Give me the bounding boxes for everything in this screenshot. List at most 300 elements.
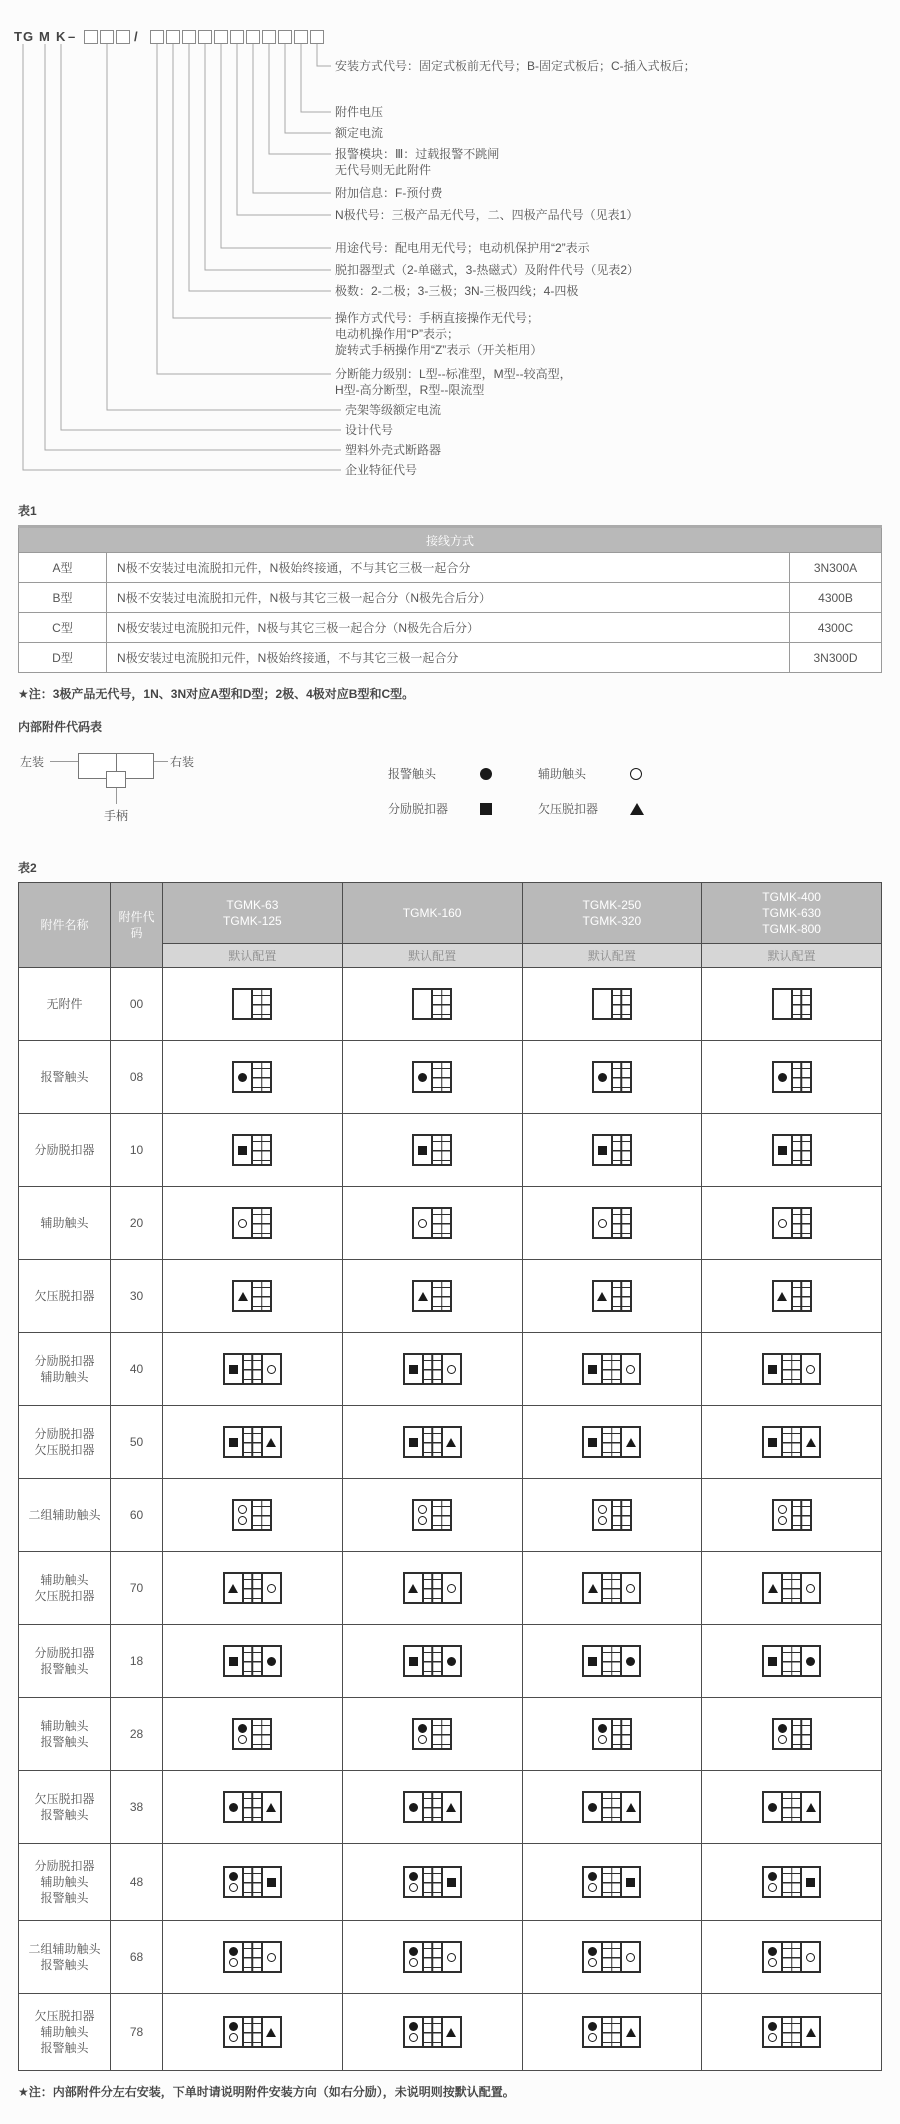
- table2-row: [19, 1187, 882, 1260]
- breaker-pole-grid: [433, 1063, 450, 1091]
- accessory-code-cell: 68: [111, 1921, 163, 1994]
- handle-pointer-line: [116, 788, 117, 804]
- config-cell: [163, 1333, 343, 1406]
- config-cell: [342, 1406, 522, 1479]
- breaker-pole-grid: [424, 1868, 441, 1896]
- left-install-slot: [225, 1943, 244, 1971]
- shunt-release-symbol: [229, 1365, 238, 1374]
- shunt-release-symbol: [418, 1146, 427, 1155]
- right-install-slot: [261, 1647, 280, 1675]
- config-cell: [522, 1041, 702, 1114]
- left-install-slot: [764, 1574, 783, 1602]
- alarm-contact-symbol: [768, 1803, 777, 1812]
- undervoltage-release-symbol: [238, 1292, 248, 1301]
- left-install-slot: [414, 1501, 433, 1529]
- config-cell: [522, 1771, 702, 1844]
- legend-label-uv: 欠压脱扣器: [538, 802, 599, 816]
- right-install-slot: [620, 1355, 639, 1383]
- wiring-desc-cell: N极不安装过电流脱扣元件，N极始终接通，不与其它三极一起合分: [107, 553, 790, 583]
- breaker-pole-grid: [424, 1793, 441, 1821]
- breaker-pole-grid: [433, 1501, 450, 1529]
- default-config-header: 默认配置: [342, 944, 522, 968]
- undervoltage-release-symbol: [806, 2028, 816, 2037]
- shunt-release-symbol: [626, 1878, 635, 1887]
- aux-contact-symbol: [768, 1883, 777, 1892]
- left-install-slot: [584, 1574, 603, 1602]
- shunt-release-symbol: [409, 1657, 418, 1666]
- left-install-slot: [225, 1868, 244, 1896]
- config-cell: [702, 1333, 882, 1406]
- accessory-config-diagram: [403, 1645, 462, 1677]
- config-cell: [702, 1921, 882, 1994]
- aux-contact-symbol: [238, 1735, 247, 1744]
- undervoltage-release-symbol: [626, 1438, 636, 1447]
- breaker-pole-grid: [433, 990, 450, 1018]
- right-install-slot: [620, 1793, 639, 1821]
- accessory-config-diagram: [762, 2016, 821, 2048]
- breaker-pole-grid: [603, 1943, 620, 1971]
- left-install-slot: [584, 1647, 603, 1675]
- right-install-slot: [800, 2018, 819, 2046]
- breaker-pole-grid: [783, 1355, 800, 1383]
- alarm-contact-symbol: [598, 1073, 607, 1082]
- left-install-slot: [405, 1943, 424, 1971]
- config-cell: [163, 1406, 343, 1479]
- wiring-type-cell: C型: [19, 613, 107, 643]
- accessory-config-diagram: [412, 1718, 452, 1750]
- aux-contact-symbol: [630, 768, 642, 780]
- code-letter-k: K: [56, 29, 67, 44]
- left-install-slot: [234, 1136, 253, 1164]
- install-left-label: 左装: [20, 755, 45, 769]
- alarm-contact-symbol: [418, 1724, 427, 1733]
- left-install-slot: [774, 1501, 793, 1529]
- accessory-name-cell: 报警触头: [19, 1041, 111, 1114]
- left-install-slot: [594, 1063, 613, 1091]
- config-cell: [163, 1921, 343, 1994]
- accessory-code-cell: 30: [111, 1260, 163, 1333]
- undervoltage-release-symbol: [228, 1584, 238, 1593]
- table2-row: [19, 1333, 882, 1406]
- left-install-slot: [414, 1282, 433, 1310]
- install-direction-figure: [18, 743, 238, 843]
- alarm-contact-symbol: [409, 1872, 418, 1881]
- left-install-slot: [594, 1282, 613, 1310]
- undervoltage-release-symbol: [266, 1438, 276, 1447]
- config-cell: [342, 1114, 522, 1187]
- config-cell: [522, 1844, 702, 1921]
- breaker-pole-grid: [783, 1428, 800, 1456]
- breaker-pole-grid: [244, 1355, 261, 1383]
- config-cell: [342, 1552, 522, 1625]
- accessory-config-diagram: [232, 1061, 272, 1093]
- code-box: [246, 30, 260, 44]
- accessory-config-diagram: [223, 1941, 282, 1973]
- table2-row: [19, 1260, 882, 1333]
- accessory-config-diagram: [582, 2016, 641, 2048]
- accessory-section: [18, 718, 882, 843]
- breaker-pole-grid: [603, 1793, 620, 1821]
- alarm-contact-symbol: [768, 2022, 777, 2031]
- config-cell: [163, 968, 343, 1041]
- config-cell: [342, 1187, 522, 1260]
- breaker-pole-grid: [603, 1647, 620, 1675]
- code-label-usage-code: 用途代号：配电用无代号；电动机保护用“2”表示: [335, 241, 590, 255]
- table2-section: [18, 859, 882, 2100]
- right-install-slot: [261, 1355, 280, 1383]
- config-cell: [522, 1921, 702, 1994]
- accessory-code-cell: 00: [111, 968, 163, 1041]
- left-install-slot: [584, 1428, 603, 1456]
- undervoltage-release-symbol: [626, 1803, 636, 1812]
- table2-row: [19, 1041, 882, 1114]
- aux-contact-symbol: [238, 1505, 247, 1514]
- code-box: [278, 30, 292, 44]
- breaker-pole-grid: [253, 990, 270, 1018]
- config-cell: [342, 1479, 522, 1552]
- shunt-release-symbol: [768, 1365, 777, 1374]
- left-install-slot: [594, 1136, 613, 1164]
- config-cell: [522, 1994, 702, 2071]
- code-box: [214, 30, 228, 44]
- aux-contact-symbol: [778, 1516, 787, 1525]
- config-cell: [342, 1844, 522, 1921]
- config-cell: [522, 1552, 702, 1625]
- accessory-config-diagram: [772, 1207, 812, 1239]
- config-cell: [342, 1698, 522, 1771]
- accessory-config-diagram: [592, 1061, 632, 1093]
- aux-contact-symbol: [229, 2033, 238, 2042]
- accessory-config-diagram: [223, 1426, 282, 1458]
- accessory-code-cell: 70: [111, 1552, 163, 1625]
- table2-note: ★注：内部附件分左右安装，下单时请说明附件安装方向（如右分励），未说明则按默认配置。: [18, 2085, 515, 2099]
- accessory-code-cell: 28: [111, 1698, 163, 1771]
- alarm-contact-symbol: [229, 1803, 238, 1812]
- breaker-pole-grid: [244, 2018, 261, 2046]
- left-install-slot: [764, 1793, 783, 1821]
- undervoltage-release-symbol: [626, 2028, 636, 2037]
- config-cell: [522, 1698, 702, 1771]
- model-column-header: TGMK-400 TGMK-630 TGMK-800: [702, 883, 882, 944]
- left-install-slot: [774, 1209, 793, 1237]
- breaker-pole-grid: [603, 1868, 620, 1896]
- aux-contact-symbol: [418, 1735, 427, 1744]
- accessory-config-diagram: [223, 1572, 282, 1604]
- left-install-slot: [225, 1793, 244, 1821]
- code-letter-tg: TG: [14, 29, 35, 44]
- config-cell: [163, 1771, 343, 1844]
- right-install-slot: [620, 1868, 639, 1896]
- accessory-config-diagram: [232, 988, 272, 1020]
- right-install-slot: [800, 1355, 819, 1383]
- aux-contact-symbol: [778, 1735, 787, 1744]
- shunt-release-symbol: [768, 1438, 777, 1447]
- breaker-pole-grid: [424, 1943, 441, 1971]
- accessory-code-cell: 48: [111, 1844, 163, 1921]
- alarm-contact-symbol: [778, 1073, 787, 1082]
- alarm-contact-symbol: [447, 1657, 456, 1666]
- accessory-code-cell: 08: [111, 1041, 163, 1114]
- accessory-name-cell: 欠压脱扣器: [19, 1260, 111, 1333]
- default-config-header: 默认配置: [163, 944, 343, 968]
- left-install-slot: [234, 1209, 253, 1237]
- config-cell: [522, 1114, 702, 1187]
- accessory-code-cell: 50: [111, 1406, 163, 1479]
- default-config-header: 默认配置: [522, 944, 702, 968]
- config-cell: [163, 1552, 343, 1625]
- right-install-slot: [441, 2018, 460, 2046]
- table2-row: [19, 1771, 882, 1844]
- accessory-name-cell: 分励脱扣器 欠压脱扣器: [19, 1406, 111, 1479]
- left-install-slot: [225, 1428, 244, 1456]
- table2-row: [19, 1479, 882, 1552]
- accessory-config-diagram: [412, 988, 452, 1020]
- accessory-config-diagram: [582, 1866, 641, 1898]
- left-install-slot: [234, 1282, 253, 1310]
- accessory-config-diagram: [412, 1207, 452, 1239]
- breaker-pole-grid: [603, 1574, 620, 1602]
- breaker-pole-grid: [424, 1355, 441, 1383]
- accessory-config-diagram: [762, 1791, 821, 1823]
- left-install-slot: [234, 1063, 253, 1091]
- shunt-release-symbol: [768, 1657, 777, 1666]
- code-box: [116, 30, 130, 44]
- alarm-contact-symbol: [229, 2022, 238, 2031]
- accessory-name-cell: 二组辅助触头 报警触头: [19, 1921, 111, 1994]
- code-label-accessory-voltage: 附件电压: [335, 105, 384, 119]
- left-install-slot: [594, 990, 613, 1018]
- config-cell: [163, 1260, 343, 1333]
- config-cell: [702, 1844, 882, 1921]
- table2-row: [19, 968, 882, 1041]
- table2-row: [19, 1552, 882, 1625]
- accessory-code-cell: 78: [111, 1994, 163, 2071]
- left-install-slot: [594, 1720, 613, 1748]
- left-install-slot: [414, 1209, 433, 1237]
- shunt-release-symbol: [238, 1146, 247, 1155]
- accessory-config-diagram: [232, 1718, 272, 1750]
- breaker-pole-grid: [793, 1501, 810, 1529]
- aux-contact-symbol: [409, 1883, 418, 1892]
- right-install-slot: [800, 1647, 819, 1675]
- aux-contact-symbol: [598, 1219, 607, 1228]
- aux-contact-symbol: [806, 1584, 815, 1593]
- undervoltage-release-symbol: [266, 1803, 276, 1812]
- config-cell: [342, 1771, 522, 1844]
- shunt-release-symbol: [267, 1878, 276, 1887]
- accessory-config-diagram: [582, 1572, 641, 1604]
- accessory-config-diagram: [403, 1426, 462, 1458]
- table1-title: 表1: [18, 504, 37, 518]
- table1-header-wiring-mode: 接线方式: [19, 527, 882, 553]
- code-box: [198, 30, 212, 44]
- breaker-pole-grid: [783, 1574, 800, 1602]
- alarm-contact-symbol: [238, 1073, 247, 1082]
- right-install-slot: [620, 1574, 639, 1602]
- code-box: [166, 30, 180, 44]
- table2-row: [19, 1994, 882, 2071]
- aux-contact-symbol: [267, 1365, 276, 1374]
- accessory-config-diagram: [592, 988, 632, 1020]
- breaker-pole-grid: [424, 1428, 441, 1456]
- config-cell: [702, 1698, 882, 1771]
- accessory-name-cell: 辅助触头 欠压脱扣器: [19, 1552, 111, 1625]
- breaker-pole-grid: [793, 1136, 810, 1164]
- breaker-pole-grid: [253, 1720, 270, 1748]
- shunt-release-symbol: [480, 803, 492, 815]
- alarm-contact-symbol: [806, 1657, 815, 1666]
- aux-contact-symbol: [626, 1584, 635, 1593]
- accessory-config-diagram: [412, 1280, 452, 1312]
- table1-body: [19, 553, 882, 673]
- breaker-pole-grid: [244, 1574, 261, 1602]
- aux-contact-symbol: [418, 1505, 427, 1514]
- accessory-code-cell: 10: [111, 1114, 163, 1187]
- default-config-header: 默认配置: [702, 944, 882, 968]
- alarm-contact-symbol: [588, 1872, 597, 1881]
- code-box: [230, 30, 244, 44]
- config-cell: [702, 1114, 882, 1187]
- alarm-contact-symbol: [267, 1657, 276, 1666]
- left-install-slot: [764, 1943, 783, 1971]
- aux-contact-symbol: [778, 1219, 787, 1228]
- left-install-slot: [405, 1647, 424, 1675]
- breaker-pole-grid: [793, 1720, 810, 1748]
- table2-row: [19, 1625, 882, 1698]
- model-column-header: TGMK-250 TGMK-320: [522, 883, 702, 944]
- legend-label-aux: 辅助触头: [538, 767, 587, 781]
- undervoltage-release-symbol: [630, 803, 644, 815]
- accessory-config-diagram: [403, 1941, 462, 1973]
- alarm-contact-symbol: [229, 1947, 238, 1956]
- accessory-config-diagram: [582, 1645, 641, 1677]
- accessory-code-cell: 20: [111, 1187, 163, 1260]
- alarm-contact-symbol: [588, 1803, 597, 1812]
- accessory-config-diagram: [582, 1426, 641, 1458]
- right-install-slot: [261, 1793, 280, 1821]
- breaker-pole-grid: [793, 990, 810, 1018]
- accessory-row: [18, 743, 882, 843]
- breaker-pole-grid: [433, 1720, 450, 1748]
- accessory-config-diagram: [592, 1280, 632, 1312]
- left-install-slot: [414, 1136, 433, 1164]
- breaker-pole-grid: [433, 1209, 450, 1237]
- right-install-slot: [800, 1868, 819, 1896]
- config-cell: [163, 1844, 343, 1921]
- table2-title: 表2: [18, 861, 37, 875]
- code-label-frame-current: 壳架等级额定电流: [345, 403, 442, 417]
- config-cell: [522, 1406, 702, 1479]
- right-install-slot: [441, 1428, 460, 1456]
- right-install-slot: [800, 1428, 819, 1456]
- left-install-slot: [414, 1063, 433, 1091]
- shunt-release-symbol: [588, 1438, 597, 1447]
- code-label-pole-number: 极数：2-二极；3-三极；3N-三极四线；4-四极: [335, 284, 579, 298]
- wiring-desc-cell: N极不安装过电流脱扣元件，N极与其它三极一起合分（N极先合后分）: [107, 583, 790, 613]
- table2-row: [19, 1921, 882, 1994]
- accessory-config-diagram: [223, 1791, 282, 1823]
- config-cell: [522, 1479, 702, 1552]
- legend-item-alarm: [388, 765, 538, 782]
- breaker-pole-grid: [424, 1574, 441, 1602]
- config-cell: [522, 1260, 702, 1333]
- right-install-slot: [620, 2018, 639, 2046]
- table2: [18, 882, 882, 2071]
- config-cell: [163, 1994, 343, 2071]
- table1-note: ★注：3极产品无代号，1N、3N对应A型和D型；2极、4极对应B型和C型。: [18, 687, 415, 701]
- wiring-code-cell: 4300C: [790, 613, 882, 643]
- left-install-slot: [225, 1647, 244, 1675]
- left-install-slot: [234, 1720, 253, 1748]
- alarm-contact-symbol: [418, 1073, 427, 1082]
- aux-contact-symbol: [806, 1365, 815, 1374]
- right-install-slot: [800, 1574, 819, 1602]
- accessory-config-diagram: [762, 1426, 821, 1458]
- model-column-header: TGMK-63 TGMK-125: [163, 883, 343, 944]
- left-install-slot: [594, 1501, 613, 1529]
- left-install-slot: [764, 2018, 783, 2046]
- breaker-pole-grid: [603, 2018, 620, 2046]
- table2-model-header-row: [19, 883, 882, 944]
- left-install-slot: [584, 1868, 603, 1896]
- undervoltage-release-symbol: [446, 1803, 456, 1812]
- undervoltage-release-symbol: [806, 1803, 816, 1812]
- left-install-slot: [225, 1355, 244, 1383]
- config-cell: [342, 1333, 522, 1406]
- breaker-pole-grid: [424, 2018, 441, 2046]
- alarm-contact-symbol: [588, 2022, 597, 2031]
- aux-contact-symbol: [598, 1505, 607, 1514]
- right-install-slot: [261, 1943, 280, 1971]
- accessory-name-cell: 无附件: [19, 968, 111, 1041]
- left-install-slot: [405, 2018, 424, 2046]
- config-cell: [342, 1625, 522, 1698]
- accessory-config-diagram: [403, 1866, 462, 1898]
- alarm-contact-symbol: [778, 1724, 787, 1733]
- accessory-config-diagram: [772, 1134, 812, 1166]
- undervoltage-release-symbol: [806, 1438, 816, 1447]
- breaker-pole-grid: [244, 1647, 261, 1675]
- config-cell: [163, 1698, 343, 1771]
- right-install-slot: [441, 1355, 460, 1383]
- breaker-pole-grid: [253, 1282, 270, 1310]
- table2-row: [19, 1114, 882, 1187]
- aux-contact-symbol: [598, 1735, 607, 1744]
- breaker-pole-grid: [244, 1943, 261, 1971]
- accessory-config-diagram: [223, 1645, 282, 1677]
- left-install-slot: [764, 1428, 783, 1456]
- breaker-pole-grid: [613, 1063, 630, 1091]
- code-label-alarm-module: 报警模块：Ⅲ：过载报警不跳闸 无代号则无此附件: [335, 147, 500, 177]
- code-dash: –: [68, 29, 76, 44]
- aux-contact-symbol: [778, 1505, 787, 1514]
- accessory-name-cell: 欠压脱扣器 报警触头: [19, 1771, 111, 1844]
- aux-contact-symbol: [626, 1365, 635, 1374]
- left-install-slot: [774, 1720, 793, 1748]
- accessory-name-cell: 辅助触头: [19, 1187, 111, 1260]
- accessory-config-diagram: [582, 1353, 641, 1385]
- code-label-mccb: 塑料外壳式断路器: [345, 443, 442, 457]
- alarm-contact-symbol: [409, 2022, 418, 2031]
- shunt-release-symbol: [588, 1365, 597, 1374]
- left-install-slot: [234, 1501, 253, 1529]
- left-install-slot: [774, 1282, 793, 1310]
- code-box: [84, 30, 98, 44]
- shunt-release-symbol: [229, 1657, 238, 1666]
- config-cell: [702, 1994, 882, 2071]
- right-install-slot: [441, 1793, 460, 1821]
- install-right-label: 右装: [170, 755, 195, 769]
